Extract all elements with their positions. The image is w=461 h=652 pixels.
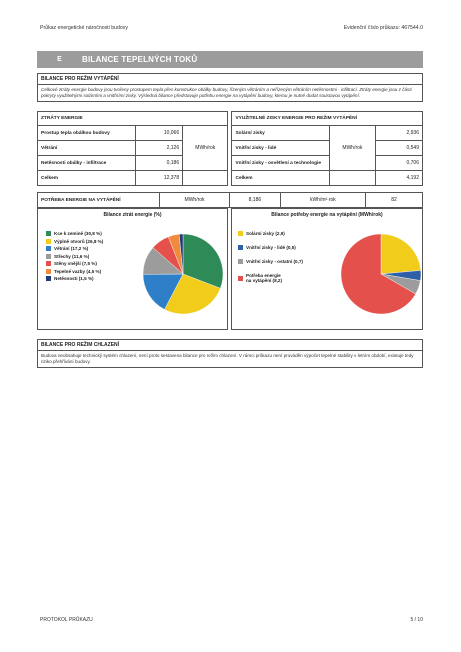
legend-swatch	[238, 259, 243, 264]
gain-value: 0,706	[375, 156, 422, 171]
need-chart-panel	[231, 208, 423, 330]
need-unit-mwh: MWh/rok	[160, 193, 230, 208]
heating-description: Celkové ztráty energie budovy jsou tvořeny prostupem tepla přes konstrukce obálky budovy, řízeným větráním a neřízeným větráním netěsnostmi - infiltrací. Ztráty energie jsou z části pokryty využitelnými solárními a vnitřními zisky. Výsledná bilance představuje potřebu energie na vytápění budovy, kterou je nutné dodat soustavou vytápění.	[41, 87, 412, 99]
losses-chart-panel	[37, 208, 228, 330]
legend-swatch	[46, 261, 51, 266]
gain-value: 0,549	[375, 141, 422, 156]
legend-item	[46, 261, 103, 266]
legend-swatch	[46, 269, 51, 274]
gain-label: Vnitřní zisky - lidé	[232, 141, 330, 156]
legend-swatch	[46, 246, 51, 251]
losses-unit: MWh/rok	[183, 126, 228, 171]
legend-swatch	[238, 245, 243, 250]
certificate-number: Evidenční číslo průkazu: 467544.0	[343, 25, 423, 31]
gains-unit: MWh/rok	[330, 126, 375, 171]
legend-label: Střechy (11,6 %)	[54, 253, 90, 259]
loss-value: 2,126	[135, 141, 182, 156]
losses-gains-table	[37, 111, 423, 186]
heating-heading: BILANCE PRO REŽIM VYTÁPĚNÍ	[38, 74, 422, 85]
heating-balance-section	[37, 73, 423, 102]
gain-total-label: Celkem	[232, 171, 330, 186]
section-letter: E	[57, 56, 62, 63]
need-label: POTŘEBA ENERGIE NA VYTÁPĚNÍ	[38, 193, 160, 208]
legend-label: Netěsnosti (1,5 %)	[54, 276, 94, 281]
gain-label: Vnitřní zisky - osvětlení a technologie	[232, 156, 330, 171]
legend-item	[238, 245, 303, 250]
losses-heading: ZTRÁTY ENERGIE	[38, 112, 228, 126]
gain-total-value: 4,192	[375, 171, 422, 186]
need-value-mwh: 8,186	[230, 193, 281, 208]
need-unit-kwh: kWh/m²·rok	[280, 193, 365, 208]
legend-label: Kce k zemině (30,8 %)	[54, 231, 102, 236]
loss-total-label: Celkem	[38, 171, 136, 186]
legend-item	[238, 273, 303, 283]
legend-item	[238, 231, 303, 236]
chart-legend	[46, 231, 103, 284]
need-value-kwh: 82	[366, 193, 423, 208]
legend-label: Vnitřní zisky - ostatní (0,7)	[246, 259, 303, 264]
section-title: BILANCE TEPELNÝCH TOKŮ	[82, 55, 198, 64]
cooling-description: Budova neobsahuje technický systém chlazení, není proto sestavena bilance pro režim chlazení. V rámci průkazu není prováděn výpočet tepelné stability v letním období, existuje tedy riziko přehřívání budovy.	[41, 353, 414, 365]
chart-title: Bilance potřeby energie na vytápění (MWh/rok)	[271, 212, 383, 218]
chart-title: Bilance ztrát energie (%)	[103, 212, 162, 218]
legend-item	[46, 276, 103, 281]
footer-label: PROTOKOL PRŮKAZU	[40, 617, 93, 623]
chart-legend	[238, 231, 303, 292]
legend-item	[46, 246, 103, 251]
legend-label: Větrání (17,2 %)	[54, 246, 89, 251]
document-title: Průkaz energetické náročnosti budovy	[40, 25, 128, 31]
legend-swatch	[46, 239, 51, 244]
legend-item	[46, 269, 103, 274]
pie-slice	[381, 234, 421, 274]
gains-heading: VYUŽITELNÉ ZISKY ENERGIE PRO REŽIM VYTÁPĚNÍ	[232, 112, 423, 126]
pie-chart	[142, 233, 224, 315]
legend-item	[46, 239, 103, 244]
cooling-heading: BILANCE PRO REŽIM CHLAZENÍ	[38, 340, 422, 351]
loss-label: Prostup tepla obálkou budovy	[38, 126, 136, 141]
legend-label: Stěny vnější (7,5 %)	[54, 261, 97, 266]
legend-swatch	[46, 254, 51, 259]
legend-label: Tepelné vazby (4,5 %)	[54, 268, 102, 274]
legend-item	[46, 254, 103, 259]
legend-swatch	[238, 231, 243, 236]
gain-value: 2,936	[375, 126, 422, 141]
pie-chart	[340, 233, 422, 315]
legend-label: Výplně otvorů (26,8 %)	[54, 238, 104, 244]
heating-need-row	[37, 192, 423, 208]
section-band	[37, 51, 423, 68]
legend-item	[46, 231, 103, 236]
page-number: 5 / 10	[410, 617, 423, 623]
cooling-balance-section	[37, 339, 423, 368]
gain-label: Solární zisky	[232, 126, 330, 141]
legend-label: Vnitřní zisky - lidé (0,5)	[246, 245, 296, 250]
legend-label: Potřeba energie na vytápění (8,2)	[246, 273, 282, 283]
legend-swatch	[46, 276, 51, 281]
loss-value: 10,066	[135, 126, 182, 141]
loss-total-value: 12,378	[135, 171, 182, 186]
legend-label: Solární zisky (2,9)	[246, 231, 285, 236]
legend-swatch	[46, 231, 51, 236]
loss-label: Netěsnosti obálky - infiltrace	[38, 156, 136, 171]
loss-value: 0,186	[135, 156, 182, 171]
legend-swatch	[238, 276, 243, 281]
legend-item	[238, 259, 303, 264]
loss-label: Větrání	[38, 141, 136, 156]
